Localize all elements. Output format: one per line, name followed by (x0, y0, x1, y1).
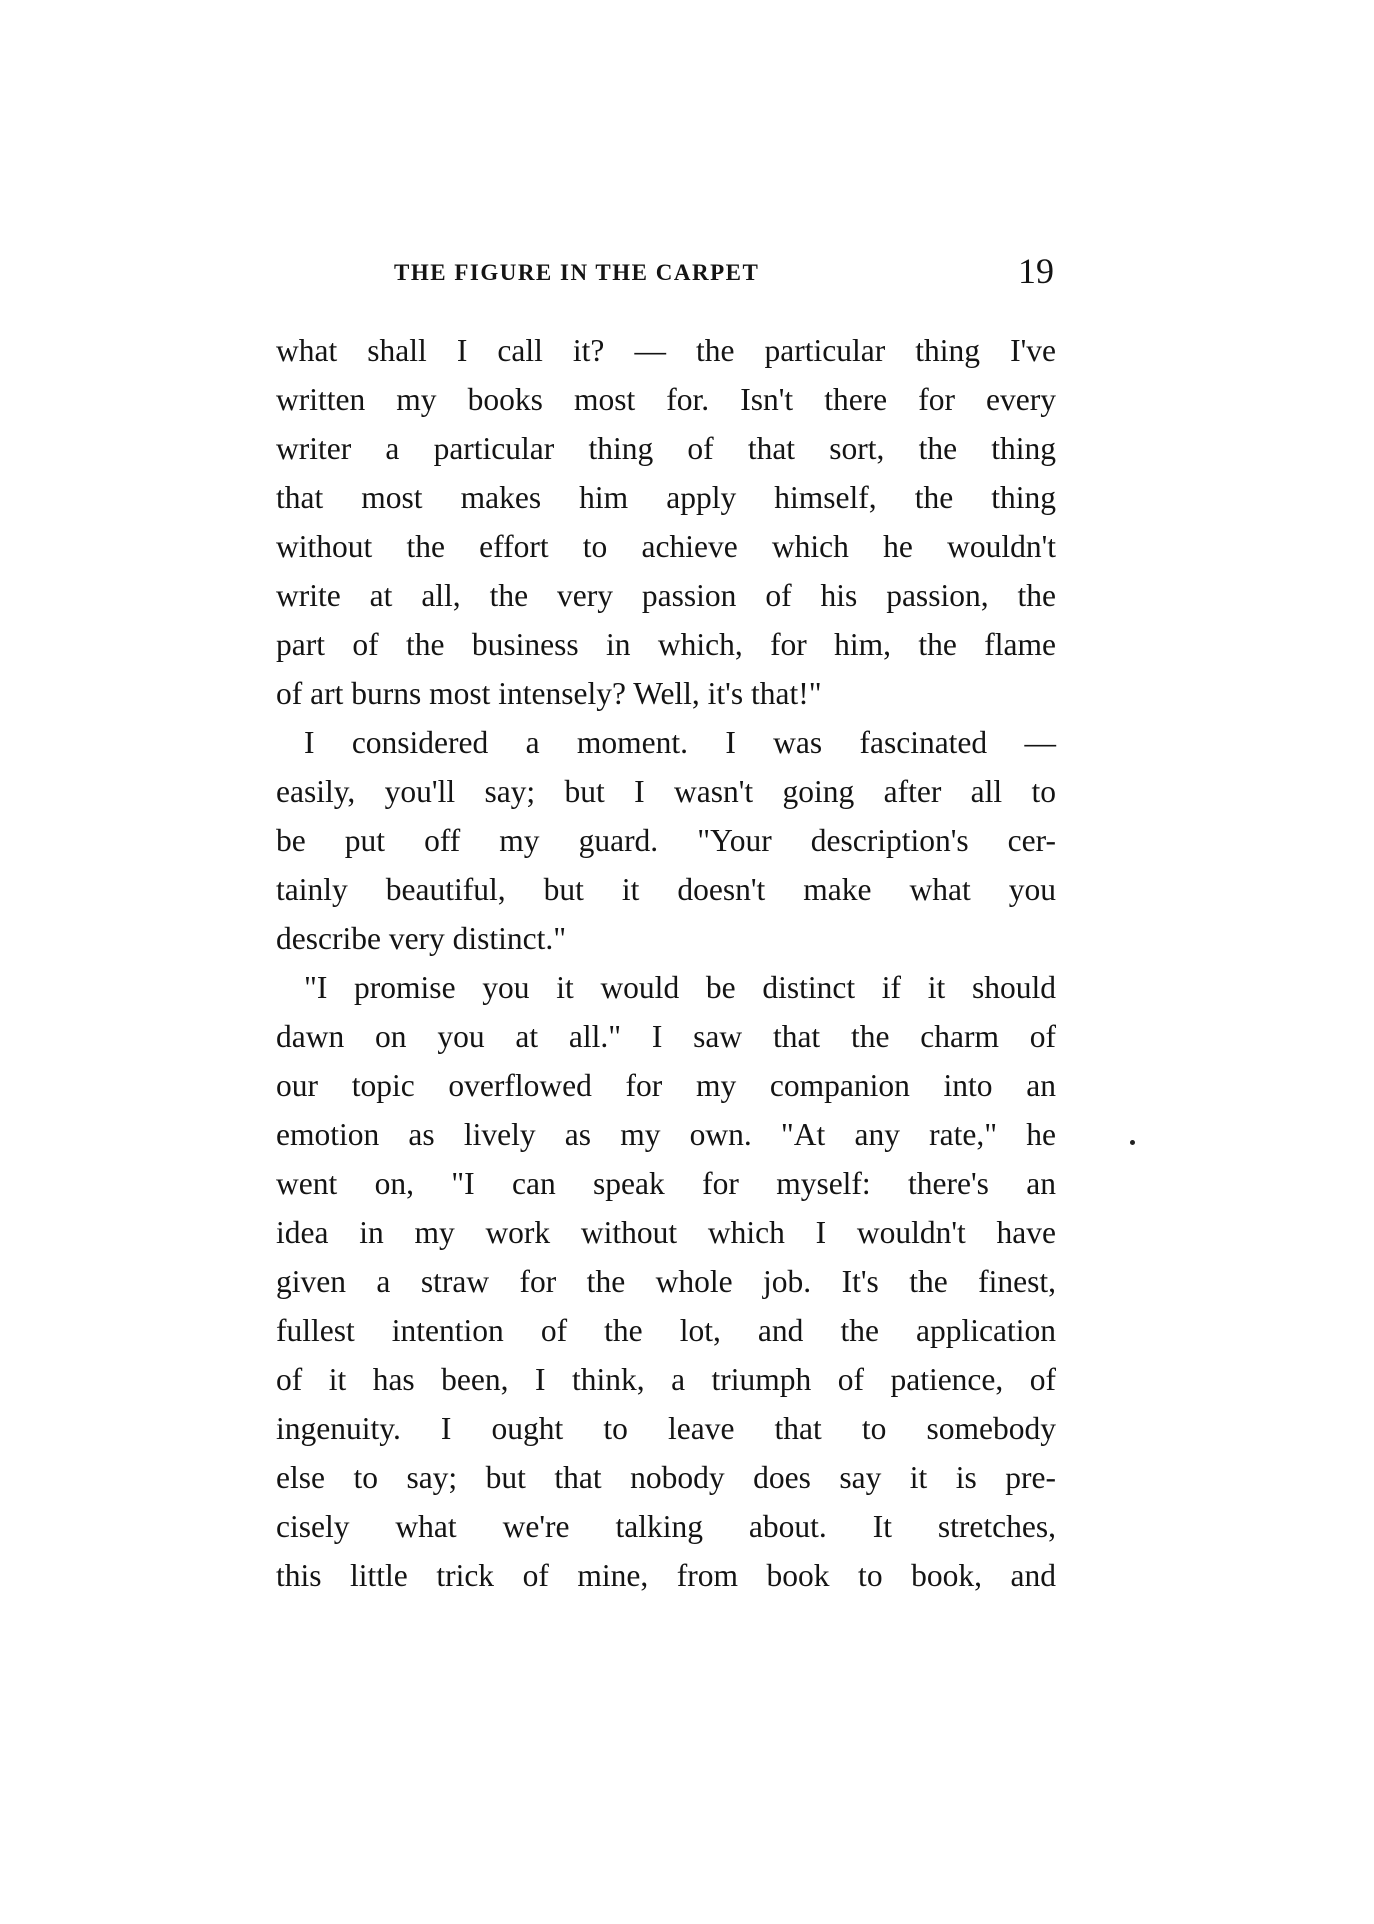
text-line: part of the business in which, for him, the flame (276, 627, 1056, 662)
text-line: went on, "I can speak for myself: there's an (276, 1166, 1056, 1201)
ink-speck (1130, 1140, 1135, 1145)
text-line: fullest intention of the lot, and the application (276, 1313, 1056, 1348)
text-line: without the effort to achieve which he wouldn't (276, 529, 1056, 564)
text-line: written my books most for. Isn't there for every (276, 382, 1056, 417)
text-line: of art burns most intensely? Well, it's that!" (276, 676, 822, 711)
text-line: ingenuity. I ought to leave that to somebody (276, 1411, 1056, 1446)
text-line: what shall I call it? — the particular thing I've (276, 333, 1056, 368)
text-line: tainly beautiful, but it doesn't make what you (276, 872, 1056, 907)
text-line: dawn on you at all." I saw that the charm of (276, 1019, 1056, 1054)
text-line: I considered a moment. I was fascinated — (304, 725, 1056, 760)
text-line: else to say; but that nobody does say it is pre- (276, 1460, 1056, 1495)
text-line: writer a particular thing of that sort, the thing (276, 431, 1056, 466)
text-line: of it has been, I think, a triumph of patience, of (276, 1362, 1056, 1397)
text-line: be put off my guard. "Your description's cer- (276, 823, 1056, 858)
text-line: emotion as lively as my own. "At any rate," he (276, 1117, 1056, 1152)
text-line: cisely what we're talking about. It stretches, (276, 1509, 1056, 1544)
paragraph-3 (276, 963, 1056, 1600)
text-line: write at all, the very passion of his passion, the (276, 578, 1056, 613)
text-line: describe very distinct." (276, 921, 567, 956)
text-line: easily, you'll say; but I wasn't going after all to (276, 774, 1056, 809)
text-line: this little trick of mine, from book to book, and (276, 1558, 1056, 1593)
running-title: THE FIGURE IN THE CARPET (394, 260, 760, 285)
paragraph-2 (276, 718, 1056, 963)
page-number: 19 (1018, 251, 1054, 291)
text-line: that most makes him apply himself, the thing (276, 480, 1056, 515)
running-head (276, 250, 1056, 294)
paragraph-1 (276, 326, 1056, 718)
text-line: our topic overflowed for my companion into an (276, 1068, 1056, 1103)
text-line: idea in my work without which I wouldn't have (276, 1215, 1056, 1250)
text-line: given a straw for the whole job. It's the finest, (276, 1264, 1056, 1299)
text-line: "I promise you it would be distinct if it should (304, 970, 1056, 1005)
body-text (276, 326, 1056, 1600)
